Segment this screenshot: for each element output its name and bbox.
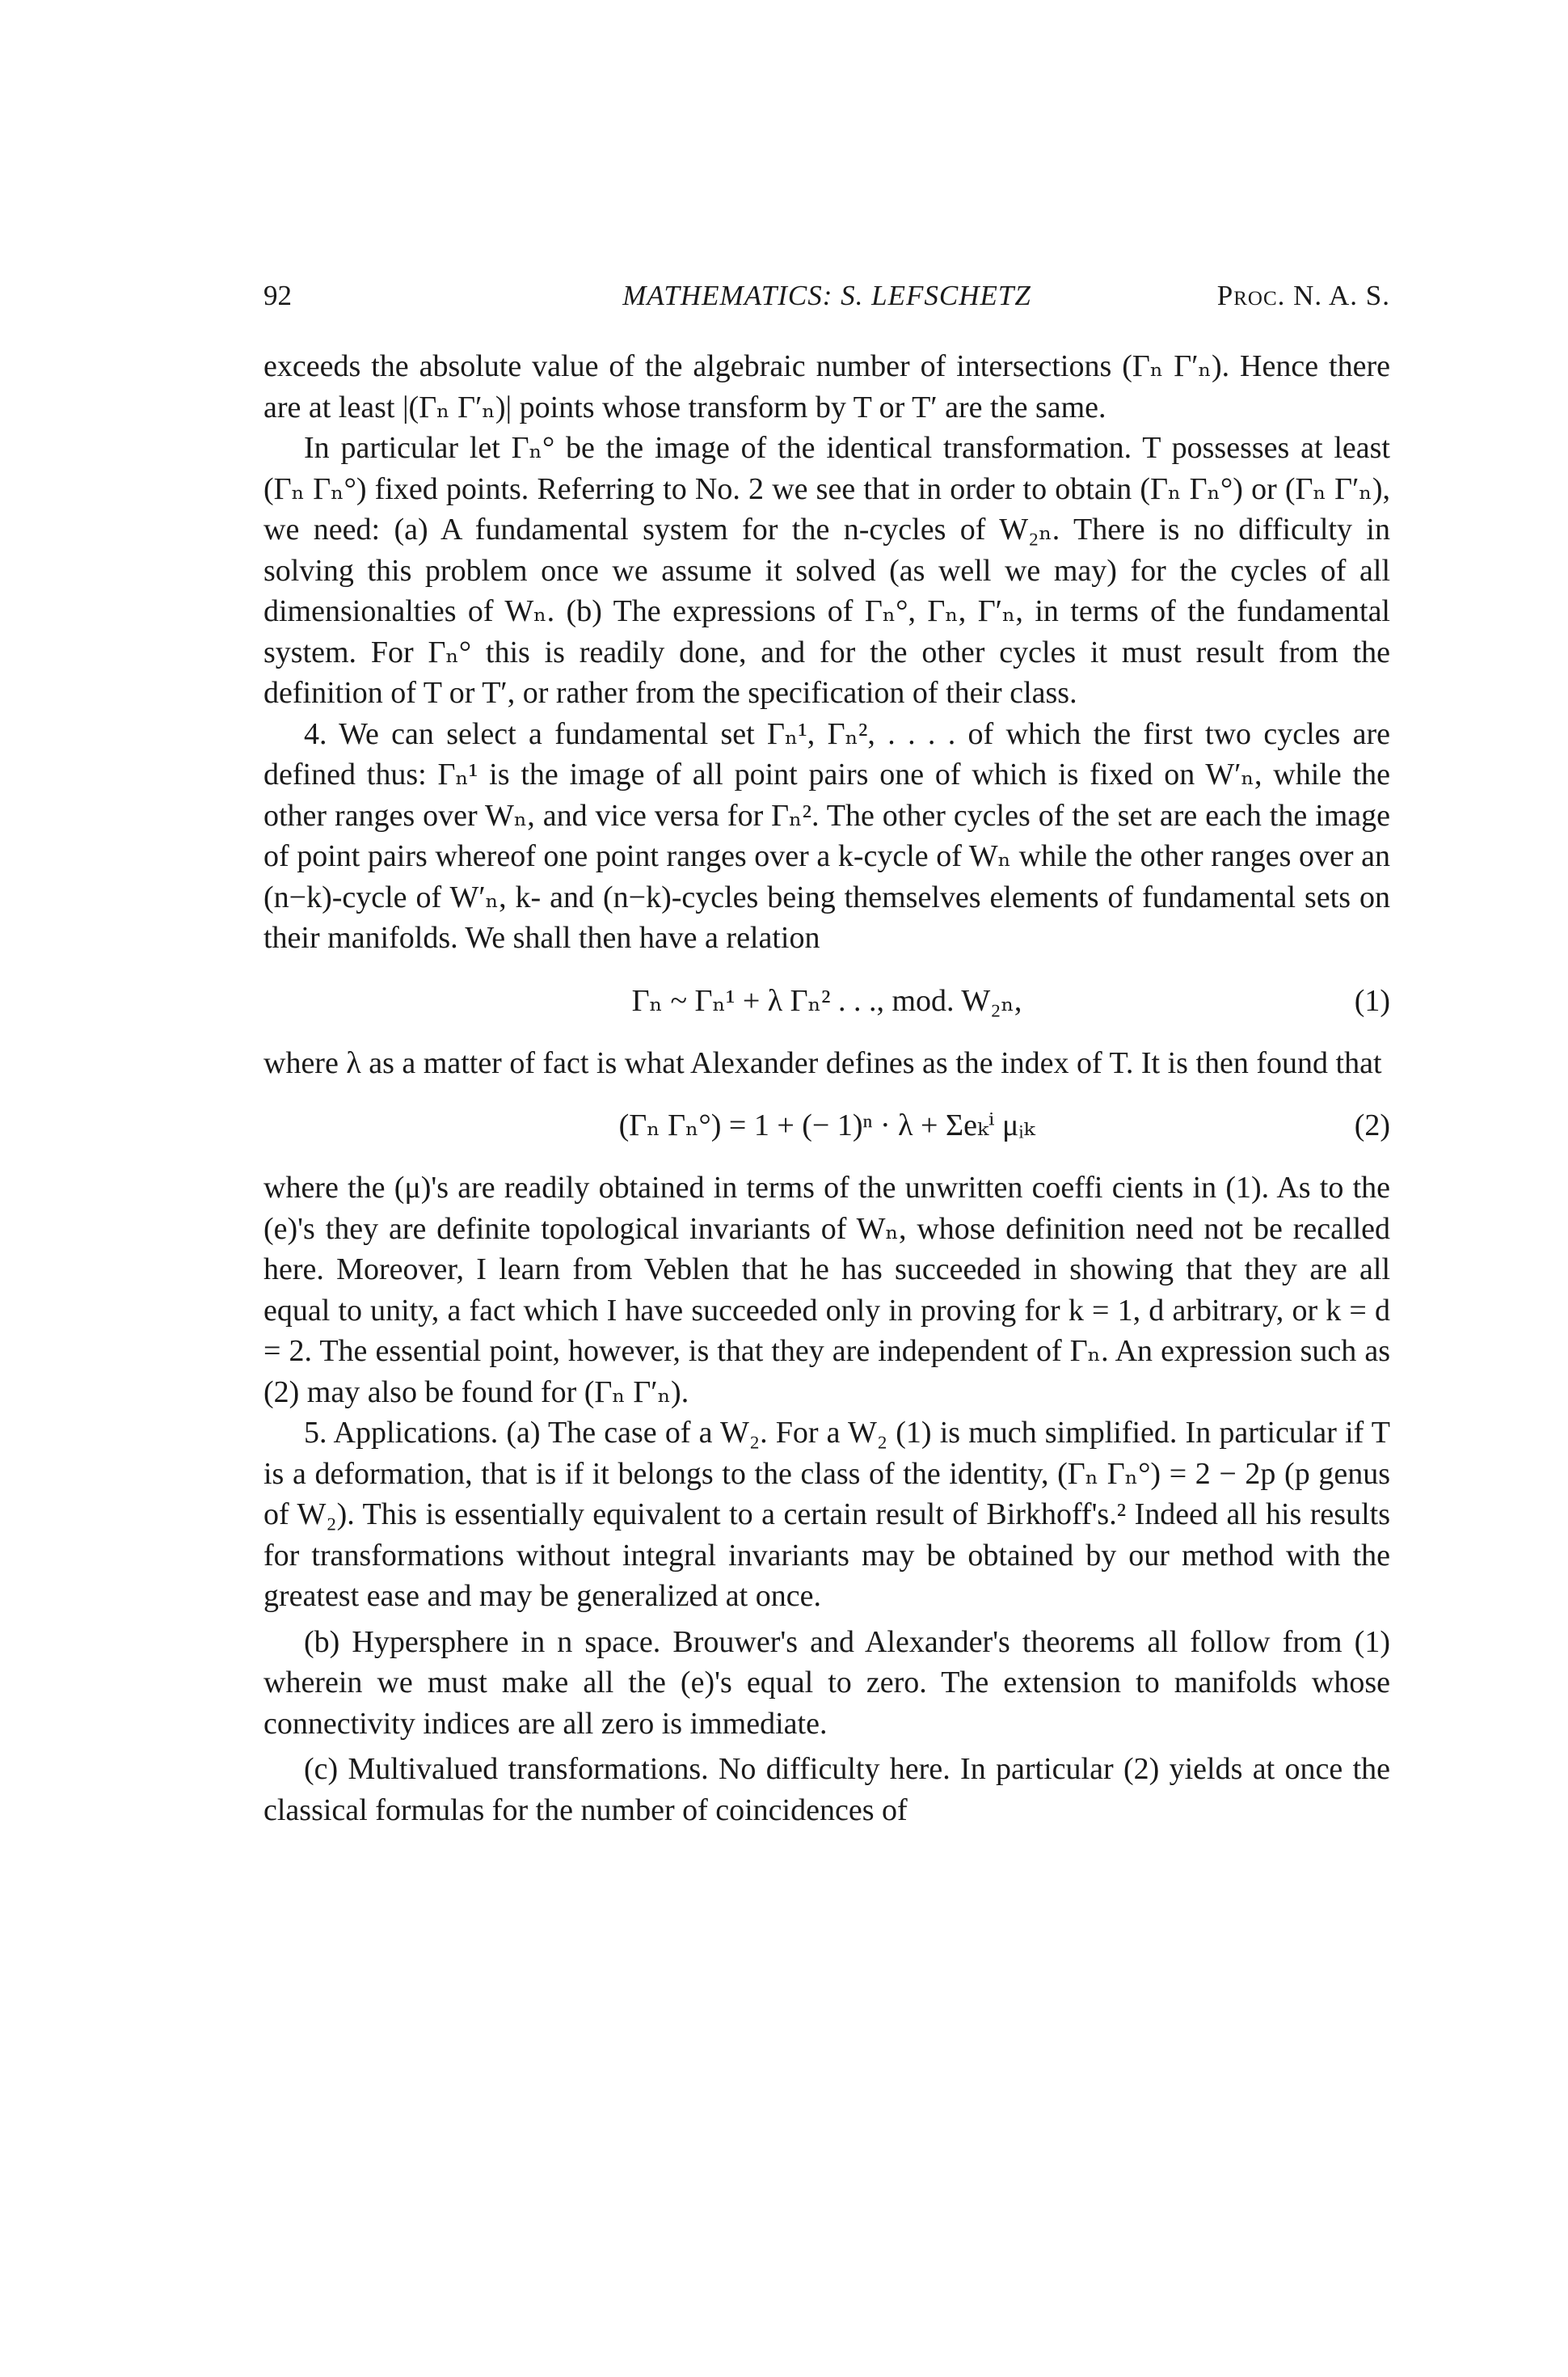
article-body <box>263 346 1390 1830</box>
running-title: MATHEMATICS: S. LEFSCHETZ <box>622 280 1031 311</box>
equation-1 <box>263 980 1390 1022</box>
paragraph-2: In particular let Γₙ° be the image of the identical transformation. T possesses at least (Γₙ Γₙ°) fixed points. Referring to No. 2 we see that in order to obtain (Γₙ Γₙ°) or (Γₙ Γ′ₙ), we need: (a) A fundamental system for the n-cycles of W₂ₙ. There is no difficulty in solving this problem once we assume it solved (as well we may) for the cycles of all dimensionalties of Wₙ. (b) The expressions of Γₙ°, Γₙ, Γ′ₙ, in terms of the fundamental system. For Γₙ° this is readily done, and for the other cycles it must result from the definition of T or T′, or rather from the specification of their class. <box>263 431 1390 710</box>
paragraph-hypersphere: (b) Hypersphere in n space. Brouwer's and Alexander's theorems all follow from (1) wherein we must make all the (e)'s equal to zero. The extension to manifolds whose connectivity indices are all zero is immediate. <box>263 1624 1390 1741</box>
equation-1-body: Γₙ ~ Γₙ¹ + λ Γₙ² . . ., mod. W₂ₙ, <box>631 983 1022 1018</box>
page-number: 92 <box>263 280 292 311</box>
paragraph-multivalued: (c) Multivalued transformations. No difficulty here. In particular (2) yields at once the classical formulas for the number of coincidences of <box>263 1752 1390 1827</box>
equation-1-number: (1) <box>1354 983 1390 1018</box>
paragraph-after-eq1: where λ as a matter of fact is what Alexander defines as the index of T. It is then found that <box>263 1045 1382 1080</box>
paragraph-section-5: 5. Applications. (a) The case of a W₂. For a W₂ (1) is much simplified. In particular if T is a deformation, that is if it belongs to the class of the identity, (Γₙ Γₙ°) = 2 − 2p (p genus of W₂). This is essentially equivalent to a certain result of Birkhoff's.² Indeed all his results for transformations without integral invariants may be obtained by our method with the greatest ease and may be generalized at once. <box>263 1416 1390 1613</box>
equation-2-body: (Γₙ Γₙ°) = 1 + (− 1)ⁿ · λ + Σeₖⁱ μᵢₖ <box>618 1108 1035 1142</box>
equation-2-number: (2) <box>1354 1108 1390 1142</box>
equation-2 <box>263 1104 1390 1146</box>
page-header <box>263 272 1390 320</box>
paragraph-1: exceeds the absolute value of the algebraic number of intersections (Γₙ Γ′ₙ). Hence there are at least |(Γₙ Γ′ₙ)| points whose transform by T or T′ are the same. <box>263 349 1390 424</box>
journal-name: Proc. N. A. S. <box>1216 280 1390 311</box>
paragraph-section-4: 4. We can select a fundamental set Γₙ¹, Γₙ², . . . . of which the first two cycles are defined thus: Γₙ¹ is the image of all point pairs one of which is fixed on W′ₙ, while the other ranges over Wₙ, and vice versa for Γₙ². The other cycles of the set are each the image of point pairs whereof one point ranges over a k-cycle of Wₙ while the other ranges over an (n−k)-cycle of W′ₙ, k- and (n−k)-cycles being themselves elements of fundamental sets on their manifolds. We shall then have a relation <box>263 716 1390 955</box>
paragraph-after-eq2: where the (μ)'s are readily obtained in terms of the unwritten coeffi cients in (1). As to the (e)'s they are definite topological invariants of Wₙ, whose definition need not be recalled here. Moreover, I learn from Veblen that he has succeeded in showing that they are all equal to unity, a fact which I have succeeded only in proving for k = 1, d arbitrary, or k = d = 2. The essential point, however, is that they are independent of Γₙ. An expression such as (2) may also be found for (Γₙ Γ′ₙ). <box>263 1171 1390 1409</box>
